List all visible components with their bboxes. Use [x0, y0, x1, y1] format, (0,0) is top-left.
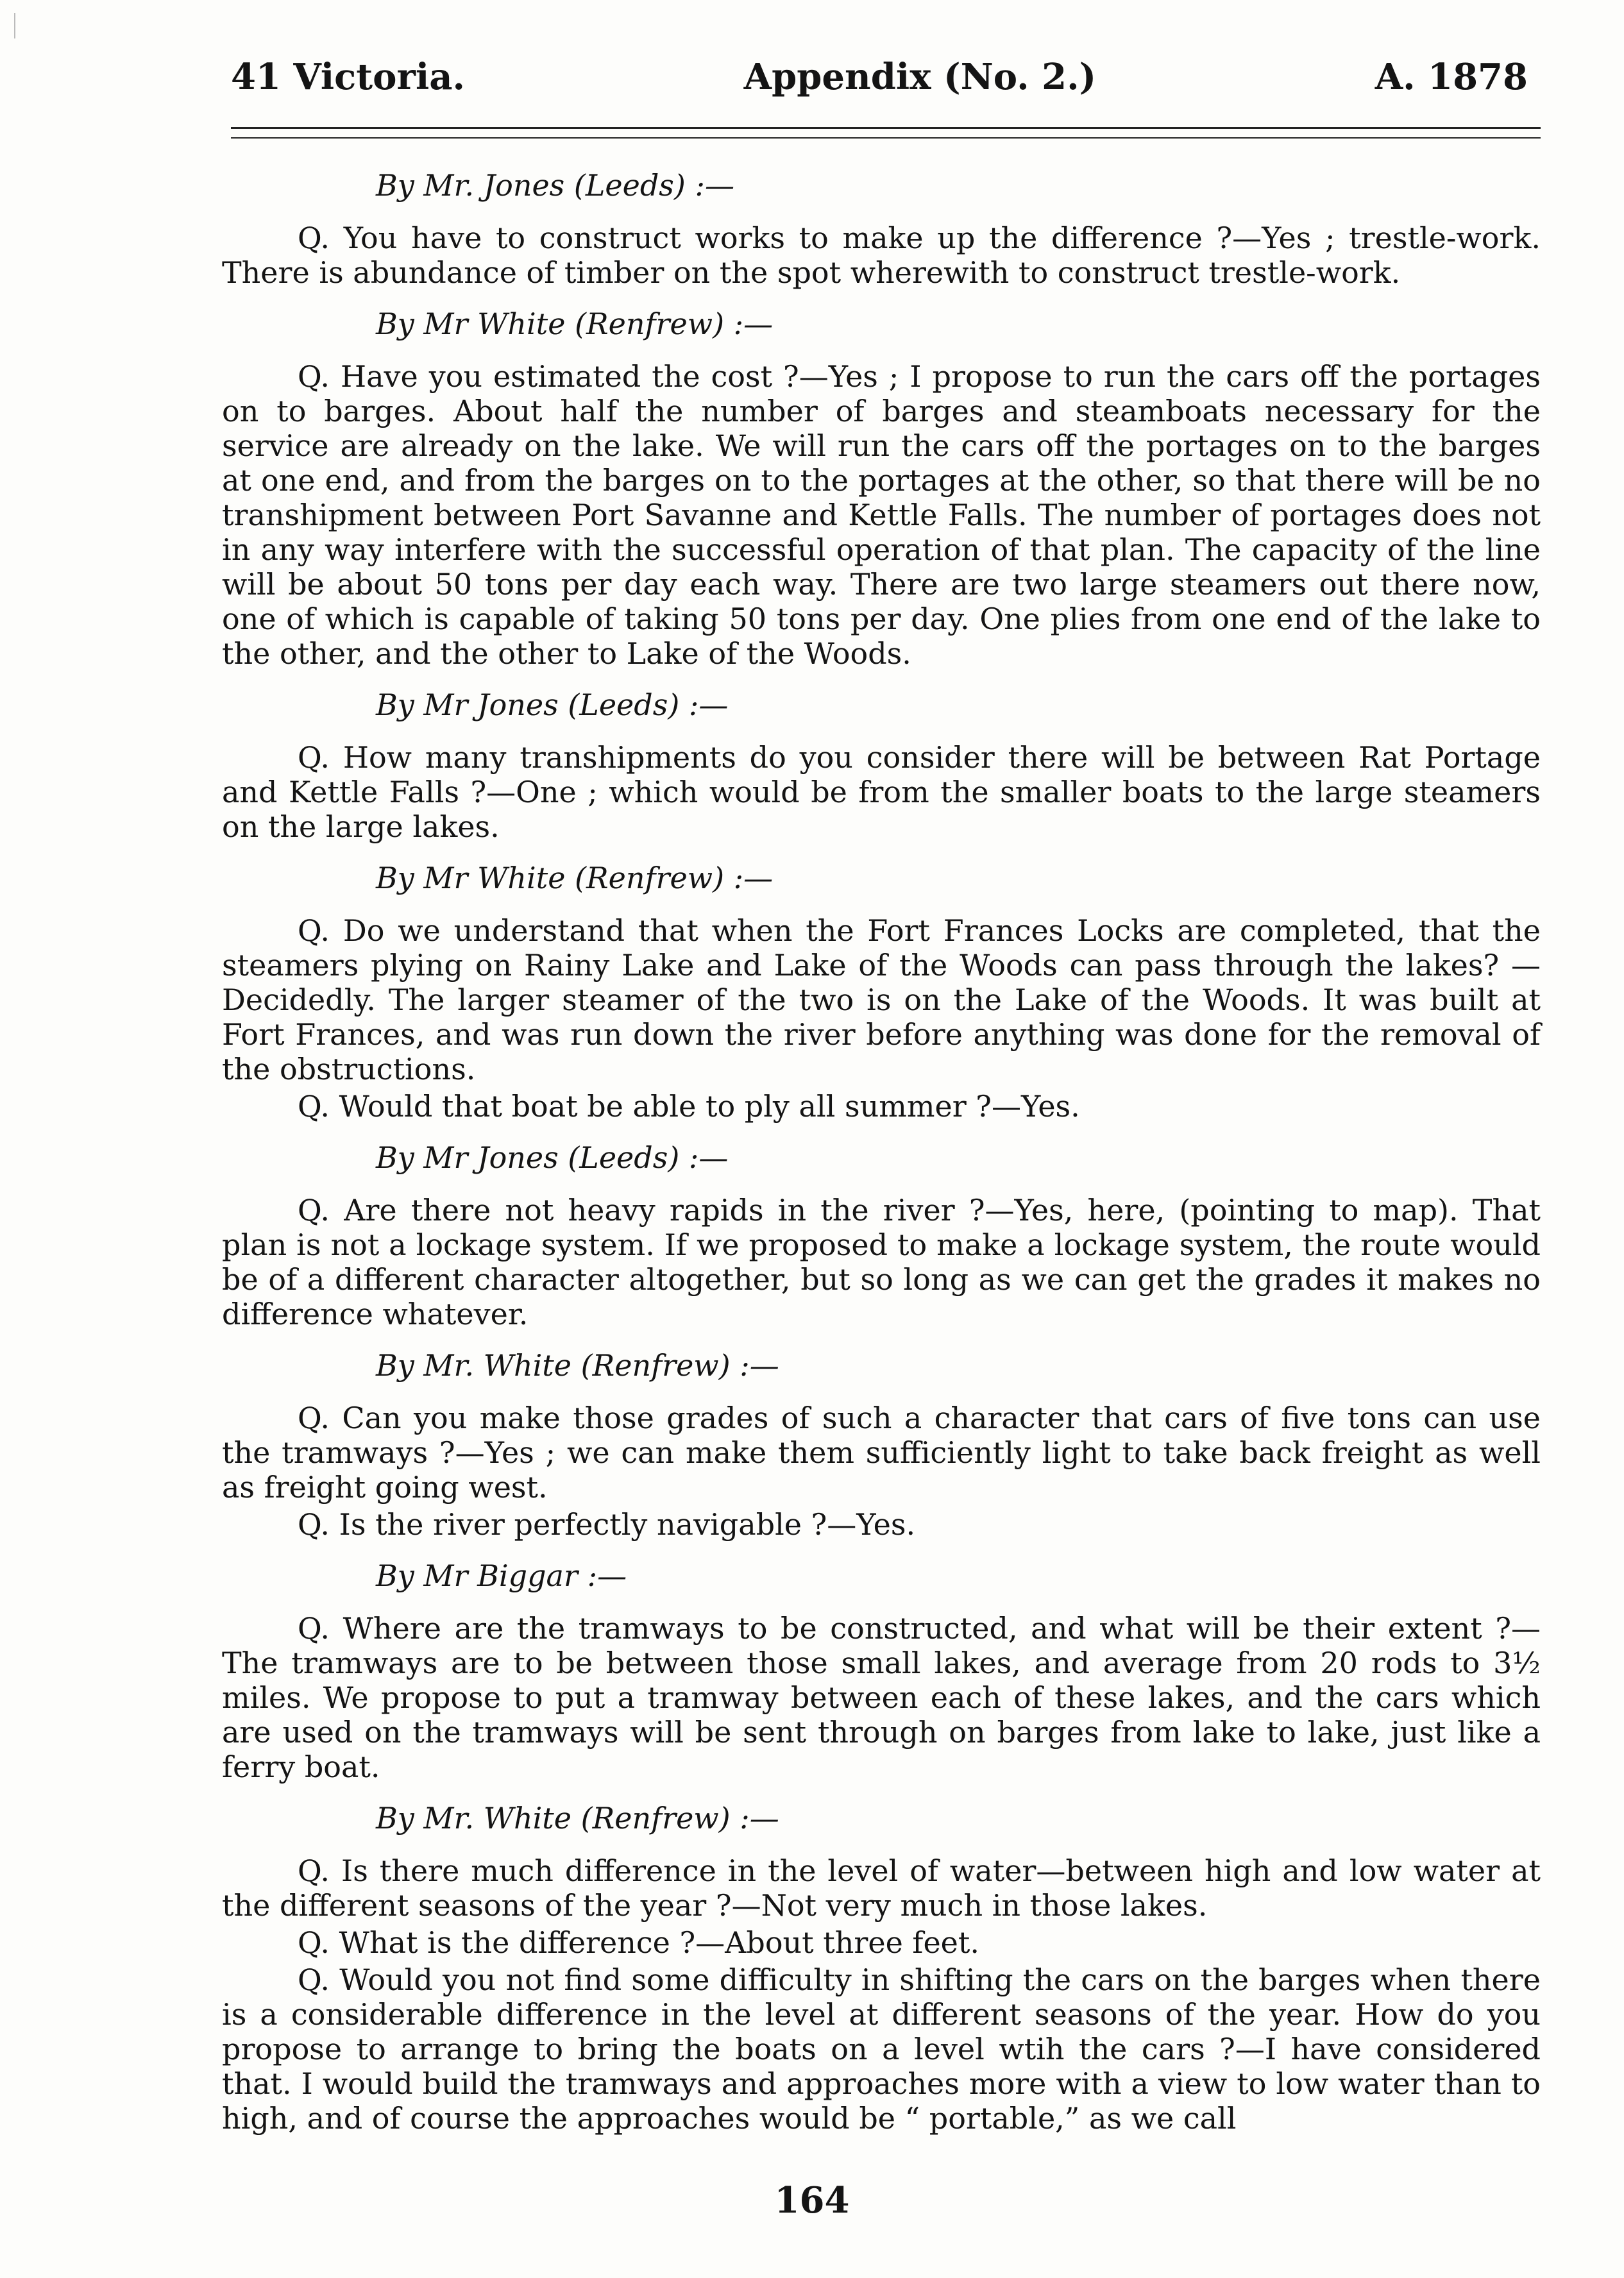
- question-answer-paragraph: Q. Would you not find some difficulty in shifting the cars on the barges when there is a considerable difference in the level at different seasons of the year. How do you propose to arrange to bring the boats on a level wtih the cars ?—I have considered that. I would build the tramways and approaches more with a view to low water than to high, and of course the approaches would be “ portable,” as we call: [222, 1962, 1541, 2136]
- question-answer-paragraph: Q. Is there much difference in the level of water—between high and low water at the different seasons of the year ?—Not very much in those lakes.: [222, 1853, 1541, 1923]
- question-answer-paragraph: Q. Would that boat be able to ply all summer ?—Yes.: [298, 1089, 1080, 1124]
- speaker-heading: By Mr White (Renfrew) :—: [376, 307, 774, 341]
- running-header: [231, 45, 1528, 109]
- speaker-heading: By Mr Jones (Leeds) :—: [376, 1140, 729, 1175]
- speaker-heading: By Mr. White (Renfrew) :—: [376, 1801, 779, 1835]
- speaker-heading: By Mr White (Renfrew) :—: [376, 861, 774, 895]
- document-body: [222, 168, 1541, 2138]
- speaker-heading: By Mr Jones (Leeds) :—: [376, 688, 729, 722]
- question-answer-paragraph: Q. Have you estimated the cost ?—Yes ; I propose to run the cars off the portages on to barges. About half the number of barges and steamboats necessary for the service are already on the lake. We will run the cars off the portages on to the barges at one end, and from the barges on to the portages at the other, so that there will be no transhipment between Port Savanne and Kettle Falls. The number of portages does not in any way interfere with the successful operation of that plan. The capacity of the line will be about 50 tons per day each way. There are two large steamers out there now, one of which is capable of taking 50 tons per day. One plies from one end of the lake to the other, and the other to Lake of the Woods.: [222, 359, 1541, 671]
- question-answer-paragraph: Q. Are there not heavy rapids in the river ?—Yes, here, (pointing to map). That plan is not a lockage system. If we proposed to make a lockage system, the route would be of a different character altogether, but so long as we can get the grades it makes no difference whatever.: [222, 1193, 1541, 1331]
- question-answer-paragraph: Q. Where are the tramways to be constructed, and what will be their extent ?— The tramways are to be between those small lakes, and average from 20 rods to 3½ miles. We propose to put a tramway between each of these lakes, and the cars which are used on the tramways will be sent through on barges from lake to lake, just like a ferry boat.: [222, 1611, 1541, 1784]
- speaker-heading: By Mr. White (Renfrew) :—: [376, 1348, 779, 1383]
- header-center: Appendix (No. 2.): [743, 56, 1097, 98]
- question-answer-paragraph: Q. Can you make those grades of such a character that cars of five tons can use the tramways ?—Yes ; we can make them sufficiently light to take back freight as well as freight going west.: [222, 1401, 1541, 1505]
- question-answer-paragraph: Q. You have to construct works to make up the difference ?—Yes ; trestle-work. There is abundance of timber on the spot wherewith to construct trestle-work.: [222, 221, 1541, 290]
- question-answer-paragraph: Q. How many transhipments do you consider there will be between Rat Portage and Kettle Falls ?—One ; which would be from the smaller boats to the large steamers on the large lakes.: [222, 740, 1541, 844]
- page-number: 164: [774, 2179, 850, 2222]
- speaker-heading: By Mr. Jones (Leeds) :—: [376, 168, 734, 203]
- speaker-heading: By Mr Biggar :—: [376, 1558, 627, 1593]
- header-rule-top: [231, 127, 1541, 129]
- header-rule-bottom: [231, 137, 1541, 139]
- header-left: 41 Victoria.: [231, 56, 466, 98]
- question-answer-paragraph: Q. Is the river perfectly navigable ?—Yes.: [298, 1507, 916, 1542]
- question-answer-paragraph: Q. What is the difference ?—About three feet.: [298, 1925, 980, 1960]
- question-answer-paragraph: Q. Do we understand that when the Fort Frances Locks are completed, that the steamers plying on Rainy Lake and Lake of the Woods can pass through the lakes? —Decidedly. The larger steamer of the two is on the Lake of the Woods. It was built at Fort Frances, and was run down the river before anything was done for the removal of the obstructions.: [222, 913, 1541, 1086]
- margin-mark: [14, 13, 15, 38]
- header-right: A. 1878: [1374, 56, 1528, 98]
